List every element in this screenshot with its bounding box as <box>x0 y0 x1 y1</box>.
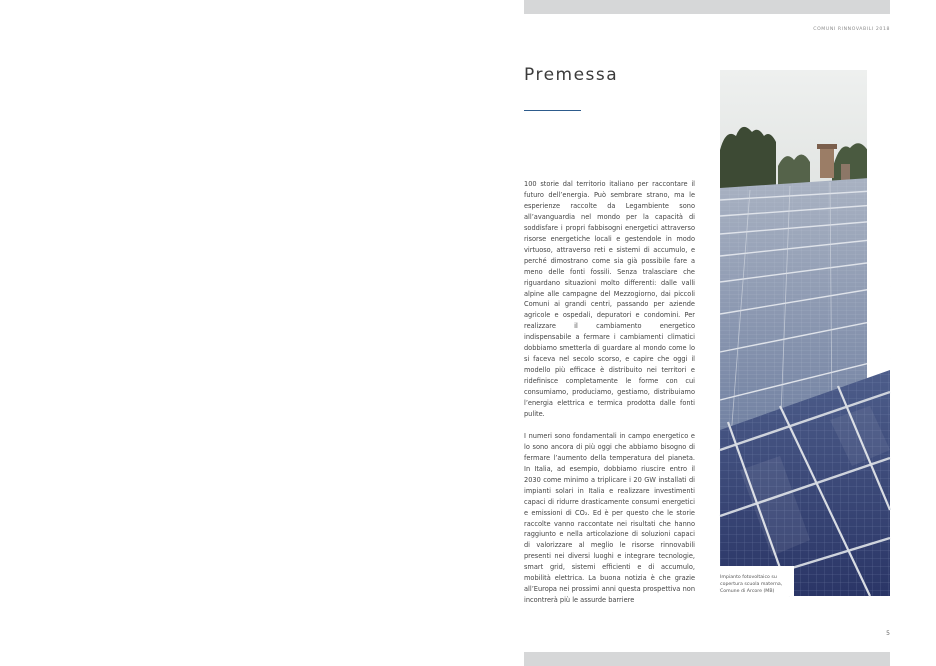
paragraph: I numeri sono fondamentali in campo energetico e lo sono ancora di più oggi che abbiamo bisogno di fermare l’aumento della temperatura del pianeta. In Italia, ad esempio, dobbiamo riuscire entro il 2030 come minimo a triplicare i 20 GW installati di impianti solari in Italia e realizzare investimenti capaci di ridurre drasticamente consumi energetici e emissioni di CO₂. Ed è per questo che le storie raccolte vanno raccontate nei risultati che hanno raggiunto e nella articolazione di soluzioni capaci di valorizzare al meglio le risorse rinnovabili presenti nei diversi luoghi e integrare tecnologie, smart grid, sistemi efficienti e di accumulo, mobilità elettrica. La buona notizia è che grazie all’Europa nei prossimi anni questa prospettiva non incontrerà più le assurde barriere <box>524 431 695 605</box>
caption-line: copertura scuola materna, <box>720 582 783 588</box>
body-text <box>524 179 695 605</box>
caption-line: Impianto fotovoltaico su <box>720 575 777 580</box>
running-head: COMUNI RINNOVABILI 2018 <box>813 27 890 32</box>
title-underline <box>524 110 581 111</box>
top-decorative-bar <box>524 0 890 14</box>
page-number: 5 <box>886 630 890 637</box>
bottom-decorative-bar <box>524 652 890 666</box>
page-title: Premessa <box>524 65 619 85</box>
photo-caption <box>720 566 794 596</box>
caption-line: Comune di Arcore (MB) <box>720 589 775 595</box>
paragraph: 100 storie dal territorio italiano per raccontare il futuro dell’energia. Può sembrare strano, ma le esperienze raccolte da Legambiente sono all’avanguardia nel mondo per la capacità di soddisfare i propri fabbisogni energetici attraverso risorse energetiche locali e gestendole in modo virtuoso, attraverso reti e sistemi di accumulo, e perché dimostrano come sia già possibile fare a meno delle fonti fossili. Senza tralasciare che riguardano situazioni molto differenti: dalle valli alpine alle campagne del Mezzogiorno, dai piccoli Comuni ai grandi centri, passando per aziende agricole e ospedali, depuratori e condomini. Per realizzare il cambiamento energetico indispensabile a fermare i cambiamenti climatici dobbiamo smetterla di guardare al mondo come lo si faceva nel secolo scorso, e capire che oggi il modello più efficace è distribuito nei territori e ridefinisce completamente le forme con cui consumiamo, produciamo, gestiamo, distribuiamo l’energia elettrica e termica prodotta dalle fonti pulite. <box>524 180 695 419</box>
solar-panels-photo <box>720 70 890 596</box>
